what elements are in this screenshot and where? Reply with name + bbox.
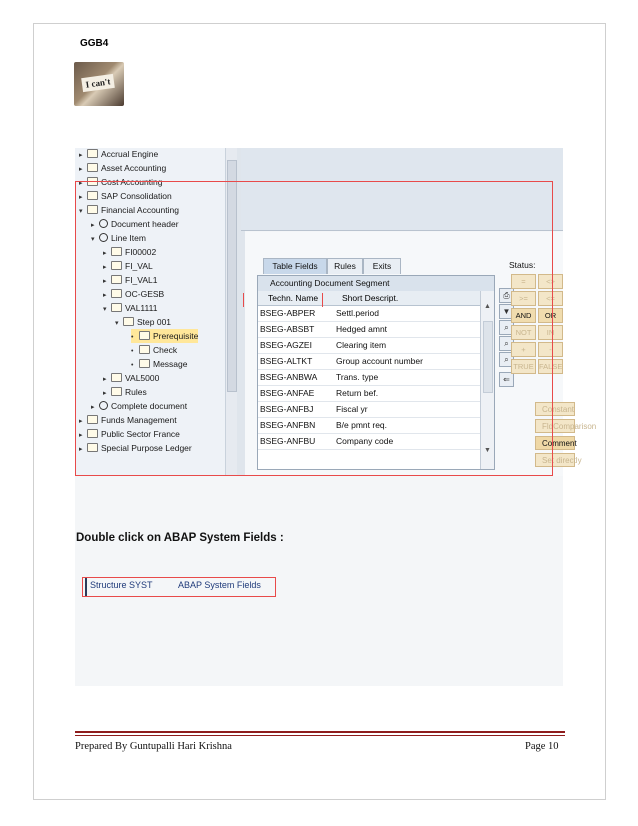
short-descript-cell[interactable]: Hedged amnt bbox=[336, 324, 388, 334]
expand-toggle-icon[interactable]: ▸ bbox=[103, 292, 107, 299]
folder-icon bbox=[87, 149, 98, 158]
expand-toggle-icon[interactable]: ▸ bbox=[79, 180, 83, 187]
tree-item[interactable] bbox=[91, 231, 146, 245]
tree-item[interactable] bbox=[103, 385, 147, 399]
operator-button[interactable]: = bbox=[511, 274, 536, 289]
side-action-button[interactable]: Set directly bbox=[535, 453, 575, 467]
tab-table-fields[interactable]: Table Fields bbox=[263, 258, 327, 274]
tree-item-label[interactable]: FI_VAL1 bbox=[125, 275, 158, 285]
clock-icon bbox=[99, 219, 108, 228]
structure-description[interactable]: ABAP System Fields bbox=[178, 580, 261, 590]
folder-icon bbox=[87, 163, 98, 172]
operator-button[interactable]: TRUE bbox=[511, 359, 536, 374]
clock-icon bbox=[99, 401, 108, 410]
side-action-button[interactable]: Comment bbox=[535, 436, 575, 450]
techn-name-cell[interactable]: BSEG-ABPER bbox=[260, 308, 316, 318]
tree-item[interactable] bbox=[79, 189, 172, 203]
tree-item[interactable] bbox=[91, 217, 179, 231]
expand-toggle-icon[interactable]: ▸ bbox=[91, 404, 95, 411]
table-row[interactable] bbox=[258, 402, 480, 418]
rules-icon bbox=[111, 387, 122, 396]
rule-editor-panel bbox=[245, 232, 597, 476]
expand-toggle-icon[interactable]: ▾ bbox=[91, 236, 95, 243]
tree-item-label[interactable]: SAP Consolidation bbox=[101, 191, 172, 201]
operator-button[interactable]: >= bbox=[511, 291, 536, 306]
techn-name-cell[interactable]: BSEG-ABSBT bbox=[260, 324, 315, 334]
field-table-header bbox=[258, 291, 480, 306]
tree-item-label[interactable]: Financial Accounting bbox=[101, 205, 179, 215]
find-icon[interactable]: ⌕ bbox=[499, 336, 514, 351]
lock-icon bbox=[139, 345, 150, 354]
operator-button[interactable]: FALSE bbox=[538, 359, 563, 374]
side-action-button[interactable]: Constant bbox=[535, 402, 575, 416]
tree-item-label[interactable]: Prerequisite bbox=[153, 331, 199, 341]
clock-icon bbox=[99, 233, 108, 242]
tree-item-label[interactable]: Step 001 bbox=[137, 317, 172, 327]
operator-button[interactable]: NOT bbox=[511, 325, 536, 340]
filter-icon bbox=[139, 331, 150, 340]
table-row[interactable] bbox=[258, 354, 480, 370]
tree-item[interactable] bbox=[103, 301, 157, 315]
folder-icon bbox=[111, 275, 122, 284]
expand-toggle-icon[interactable]: ▸ bbox=[79, 432, 83, 439]
techn-name-cell[interactable]: BSEG-ANFBJ bbox=[260, 404, 314, 414]
expand-toggle-icon[interactable]: ▸ bbox=[103, 278, 107, 285]
print-icon[interactable]: ⎙ bbox=[499, 288, 514, 303]
short-descript-cell[interactable]: B/e pmnt req. bbox=[336, 420, 388, 430]
table-row[interactable] bbox=[258, 434, 480, 450]
instruction-text: Double click on ABAP System Fields : bbox=[76, 532, 284, 544]
navigation-tree bbox=[75, 148, 238, 476]
operator-button[interactable]: <= bbox=[538, 291, 563, 306]
page-header-code: GGB4 bbox=[80, 38, 109, 49]
operator-button[interactable]: + bbox=[511, 342, 536, 357]
tree-item-label[interactable]: Funds Management bbox=[101, 415, 177, 425]
tree-scroll-thumb[interactable] bbox=[227, 160, 237, 392]
back-arrow-icon[interactable]: ⇐ bbox=[499, 372, 514, 387]
sap-screenshot bbox=[75, 148, 597, 686]
tree-item-label[interactable]: Special Purpose Ledger bbox=[101, 443, 192, 453]
operator-button[interactable]: AND bbox=[511, 308, 536, 323]
footer-author: Prepared By Guntupalli Hari Krishna bbox=[75, 741, 232, 752]
tree-item[interactable] bbox=[79, 427, 180, 441]
techn-name-cell[interactable]: BSEG-ANFBU bbox=[260, 436, 316, 446]
tree-item-label[interactable]: Message bbox=[153, 359, 188, 369]
field-table-title: Accounting Document Segment bbox=[258, 276, 494, 291]
folder-icon bbox=[87, 177, 98, 186]
folder-icon bbox=[111, 373, 122, 382]
tree-item[interactable] bbox=[103, 245, 156, 259]
cursor-bar bbox=[85, 578, 87, 596]
tree-item-label[interactable]: OC-GESB bbox=[125, 289, 165, 299]
operator-button[interactable]: - bbox=[538, 342, 563, 357]
expand-toggle-icon[interactable]: ▸ bbox=[79, 418, 83, 425]
logo-card-text: I can't bbox=[81, 74, 115, 92]
tree-item[interactable] bbox=[79, 175, 162, 189]
tree-item[interactable] bbox=[131, 343, 177, 357]
short-descript-cell[interactable]: Return bef. bbox=[336, 388, 379, 398]
table-row[interactable] bbox=[258, 338, 480, 354]
tree-item-label[interactable]: VAL5000 bbox=[125, 373, 160, 383]
expand-toggle-icon[interactable]: ▾ bbox=[79, 208, 83, 215]
tree-item-label[interactable]: VAL1111 bbox=[125, 303, 158, 313]
expand-toggle-icon[interactable]: • bbox=[131, 348, 134, 355]
tree-scrollbar[interactable] bbox=[225, 148, 237, 476]
tree-item[interactable] bbox=[103, 371, 159, 385]
tree-item-label[interactable]: Rules bbox=[125, 387, 147, 397]
scroll-down-icon[interactable]: ▼ bbox=[484, 447, 491, 454]
filter-icon[interactable]: ▼ bbox=[499, 304, 514, 319]
expand-toggle-icon[interactable]: • bbox=[131, 334, 134, 341]
expand-toggle-icon[interactable]: ▾ bbox=[115, 320, 119, 327]
tree-item[interactable] bbox=[103, 287, 164, 301]
footer-rule-thin bbox=[75, 735, 565, 736]
expand-toggle-icon[interactable]: ▸ bbox=[79, 152, 83, 159]
expand-toggle-icon[interactable]: ▸ bbox=[91, 222, 95, 229]
folder-icon bbox=[87, 429, 98, 438]
column-header-techn-name[interactable]: Techn. Name bbox=[268, 293, 319, 303]
expand-toggle-icon[interactable]: ▸ bbox=[103, 264, 107, 271]
tree-item-label[interactable]: Cost Accounting bbox=[101, 177, 163, 187]
find-next-icon[interactable]: ⌕ bbox=[499, 352, 514, 367]
tab-rules[interactable]: Rules bbox=[327, 258, 363, 274]
tree-item[interactable] bbox=[79, 161, 166, 175]
short-descript-cell[interactable]: Fiscal yr bbox=[336, 404, 368, 414]
footer-rule-thick bbox=[75, 731, 565, 733]
tree-item[interactable] bbox=[79, 413, 177, 427]
table-row[interactable] bbox=[258, 370, 480, 386]
tree-item-label[interactable]: Accrual Engine bbox=[101, 149, 159, 159]
techn-name-cell[interactable]: BSEG-ANBWA bbox=[260, 372, 318, 382]
table-row[interactable] bbox=[258, 322, 480, 338]
structure-name[interactable]: Structure SYST bbox=[90, 580, 153, 590]
tab-exits[interactable]: Exits bbox=[363, 258, 401, 274]
short-descript-cell[interactable]: Clearing item bbox=[336, 340, 387, 350]
tree-item-label[interactable]: Public Sector France bbox=[101, 429, 180, 439]
expand-toggle-icon[interactable]: • bbox=[131, 362, 134, 369]
tree-item[interactable] bbox=[79, 441, 192, 455]
tree-item[interactable] bbox=[131, 357, 188, 371]
tree-item[interactable] bbox=[103, 273, 157, 287]
table-row[interactable] bbox=[258, 306, 480, 322]
tree-item[interactable] bbox=[91, 399, 187, 413]
logo-image bbox=[74, 62, 124, 106]
search-icon[interactable]: ⌕ bbox=[499, 320, 514, 335]
warning-icon bbox=[139, 359, 150, 368]
tree-item[interactable] bbox=[103, 259, 153, 273]
expand-toggle-icon[interactable]: ▸ bbox=[79, 446, 83, 453]
tree-item[interactable] bbox=[115, 315, 171, 329]
expand-toggle-icon[interactable]: ▸ bbox=[103, 376, 107, 383]
folder-icon bbox=[87, 415, 98, 424]
techn-name-cell[interactable]: BSEG-ANFAE bbox=[260, 388, 315, 398]
column-header-short-descript[interactable]: Short Descript. bbox=[342, 293, 399, 303]
side-action-button[interactable]: FldComparison bbox=[535, 419, 575, 433]
footer-page-number: Page 10 bbox=[525, 741, 559, 752]
folder-icon bbox=[111, 261, 122, 270]
expand-toggle-icon[interactable]: ▸ bbox=[79, 194, 83, 201]
top-empty-panel bbox=[241, 148, 563, 231]
table-row[interactable] bbox=[258, 418, 480, 434]
expand-toggle-icon[interactable]: ▾ bbox=[103, 306, 107, 313]
sap-screen-top bbox=[75, 148, 597, 476]
folder-icon bbox=[87, 191, 98, 200]
folder-icon bbox=[87, 205, 98, 214]
tree-item-label[interactable]: Document header bbox=[111, 219, 179, 229]
status-label: Status: bbox=[509, 260, 536, 270]
tree-item[interactable] bbox=[79, 147, 158, 161]
scroll-up-icon[interactable]: ▲ bbox=[484, 303, 491, 310]
short-descript-cell[interactable]: Trans. type bbox=[336, 372, 379, 382]
tree-item-label[interactable]: Complete document bbox=[111, 401, 188, 411]
operator-button[interactable]: <> bbox=[538, 274, 563, 289]
field-table bbox=[257, 275, 495, 470]
expand-toggle-icon[interactable]: ▸ bbox=[103, 390, 107, 397]
operator-button[interactable]: IN bbox=[538, 325, 563, 340]
tree-item[interactable] bbox=[79, 203, 179, 217]
system-fields-node[interactable] bbox=[82, 577, 276, 597]
tree-item-label[interactable]: Check bbox=[153, 345, 178, 355]
folder-icon bbox=[111, 289, 122, 298]
techn-name-cell[interactable]: BSEG-AGZEI bbox=[260, 340, 312, 350]
tree-item-label[interactable]: FI_VAL bbox=[125, 261, 153, 271]
tree-item-label[interactable]: Asset Accounting bbox=[101, 163, 167, 173]
tree-item[interactable] bbox=[131, 329, 198, 343]
folder-icon bbox=[111, 247, 122, 256]
tree-item-label[interactable]: Line Item bbox=[111, 233, 146, 243]
expand-toggle-icon[interactable]: ▸ bbox=[79, 166, 83, 173]
tree-item-label[interactable]: FI00002 bbox=[125, 247, 157, 257]
short-descript-cell[interactable]: Company code bbox=[336, 436, 394, 446]
techn-name-cell[interactable]: BSEG-ALTKT bbox=[260, 356, 313, 366]
operator-button[interactable]: OR bbox=[538, 308, 563, 323]
techn-name-cell[interactable]: BSEG-ANFBN bbox=[260, 420, 316, 430]
field-scroll-thumb[interactable] bbox=[483, 321, 493, 393]
folder-icon bbox=[123, 317, 134, 326]
table-row[interactable] bbox=[258, 386, 480, 402]
short-descript-cell[interactable]: Settl.period bbox=[336, 308, 379, 318]
expand-toggle-icon[interactable]: ▸ bbox=[103, 250, 107, 257]
folder-icon bbox=[87, 443, 98, 452]
folder-icon bbox=[111, 303, 122, 312]
field-table-scrollbar[interactable] bbox=[480, 291, 494, 469]
short-descript-cell[interactable]: Group account number bbox=[336, 356, 423, 366]
